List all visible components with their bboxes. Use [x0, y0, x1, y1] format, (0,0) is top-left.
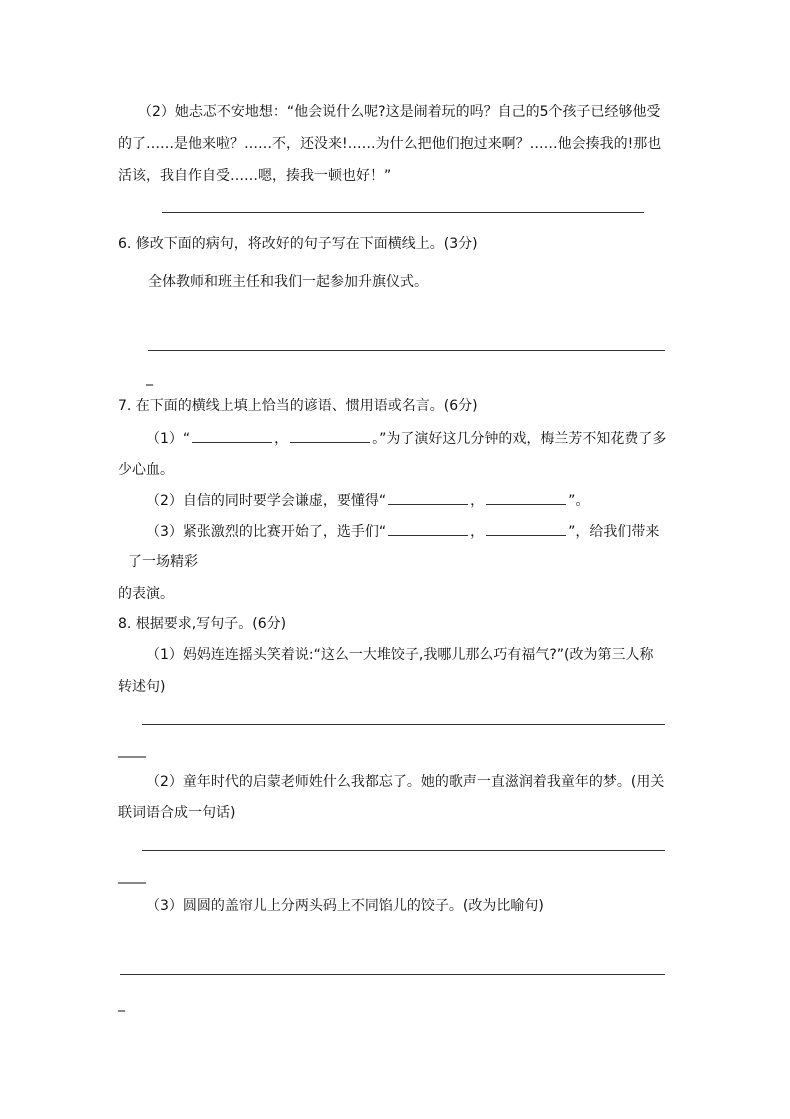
q7-item1-suffix: 。”为了演好这几分钟的戏，梅兰芳不知花费了多 [372, 431, 667, 447]
q7-item2-prefix: （2）自信的同时要学会谦虚，要懂得“ [146, 493, 387, 509]
q5-item2-line3: 活该，我自作自受……嗯，揍我一顿也好！” [118, 168, 392, 184]
q7-item3-line3: 的表演。 [118, 586, 174, 602]
q8-item1-tail: ____ [118, 742, 146, 758]
q7-item2-suffix: ”。 [568, 493, 590, 509]
q7-item1-prefix: （1）“ [146, 431, 191, 447]
q7-item3-line2: 了一场精彩 [128, 554, 198, 570]
q6-sentence: 全体教师和班主任和我们一起参加升旗仪式。 [148, 274, 428, 290]
q8-item1-line1: （1）妈妈连连摇头笑着说:“这么一大堆饺子,我哪儿那么巧有福气?”(改为第三人称 [146, 647, 654, 663]
q5-item2-line1: （2）她忐忑不安地想：“他会说什么呢?这是闹着玩的吗？自己的5个孩子已经够他受 [138, 104, 661, 120]
q8-item1-answer-line[interactable] [142, 724, 665, 725]
q8-item2-answer-line[interactable] [142, 850, 665, 851]
q7-item3-blank-a[interactable] [388, 521, 468, 536]
q5-item2-line2: 的了……是他来啦？……不，还没来!……为什么把他们抱过来啊？……他会揍我的!那也 [118, 136, 662, 152]
q7-item1-line2: 少心血。 [118, 462, 174, 478]
q8-title: 8. 根据要求,写句子。(6分) [118, 616, 287, 632]
q6-tail-mark: _ [146, 370, 153, 386]
q6-title: 6. 修改下面的病句，将改好的句子写在下面横线上。(3分) [118, 236, 478, 252]
q8-item3-tail: _ [118, 996, 125, 1012]
q7-item1-sep: ， [274, 431, 289, 447]
q8-item2-line1: （2）童年时代的启蒙老师姓什么我都忘了。她的歌声一直滋润着我童年的梦。(用关 [146, 774, 665, 790]
q7-item3-sep: ， [470, 524, 485, 540]
q7-item3-prefix: （3）紧张激烈的比赛开始了，选手们“ [146, 524, 387, 540]
q7-item1 [146, 428, 666, 449]
q8-item2-tail: ____ [118, 868, 146, 884]
q8-item2-line2: 联词语合成一句话) [118, 805, 236, 821]
q7-item2 [146, 490, 589, 511]
q6-answer-line[interactable] [148, 350, 665, 351]
q7-item2-blank-a[interactable] [388, 490, 468, 505]
q7-item1-blank-b[interactable] [290, 428, 370, 443]
q7-item3-blank-b[interactable] [486, 521, 566, 536]
q8-item3-line1: （3）圆圆的盖帘儿上分两头码上不同馅儿的饺子。(改为比喻句) [146, 898, 544, 914]
q5-answer-line[interactable] [162, 212, 644, 213]
q8-item3-answer-line[interactable] [120, 974, 665, 975]
q7-item2-blank-b[interactable] [486, 490, 566, 505]
q8-item1-line2: 转述句) [118, 679, 166, 695]
q7-title: 7. 在下面的横线上填上恰当的谚语、惯用语或名言。(6分) [118, 398, 478, 414]
q7-item2-sep: ， [470, 493, 485, 509]
q7-item1-blank-a[interactable] [192, 428, 272, 443]
q7-item3-suffix: ”，给我们带来 [568, 524, 660, 540]
q7-item3 [146, 521, 659, 542]
